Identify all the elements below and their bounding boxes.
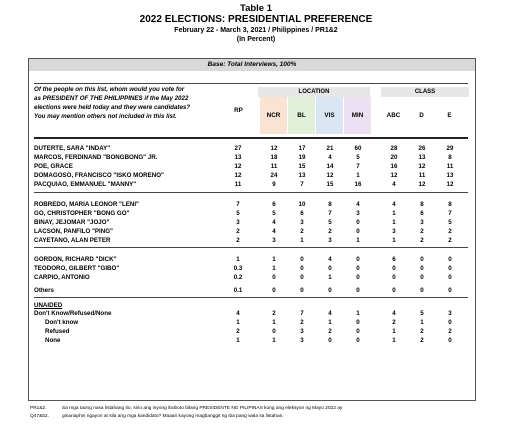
table-row [0, 327, 512, 336]
cell-ncr: 1 [272, 319, 276, 326]
col-header-vis: VIS [316, 97, 343, 134]
cell-vis: 4 [328, 310, 332, 317]
cell-vis: 0 [328, 265, 332, 272]
footnote-text: ginanaphin ngayon at sila ang mga kandidato? Maaari kayong magbanggit ng iba pang wala sa listahan. [62, 414, 284, 419]
cell-bl: 0 [300, 274, 304, 281]
cell-min: 0 [356, 287, 360, 294]
table-row [0, 227, 512, 236]
cell-e: 13 [446, 172, 454, 179]
cell-vis: 0 [328, 287, 332, 294]
row-label: Don't Know/Refused/None [34, 310, 112, 317]
cell-abc: 3 [392, 228, 396, 235]
table-row [0, 153, 512, 162]
cell-d: 2 [420, 237, 424, 244]
cell-d: 2 [420, 228, 424, 235]
cell-vis: 4 [328, 154, 332, 161]
cell-d: 6 [420, 210, 424, 217]
row-divider [34, 83, 468, 84]
col-header-e: E [447, 112, 452, 119]
cell-e: 12 [446, 181, 454, 188]
cell-min: 0 [356, 219, 360, 226]
cell-d: 5 [420, 310, 424, 317]
cell-rp: 1 [236, 256, 240, 263]
cell-bl: 17 [298, 145, 306, 152]
cell-min: 16 [354, 181, 362, 188]
table-title: 2022 ELECTIONS: PRESIDENTIAL PREFERENCE [139, 14, 373, 25]
cell-vis: 1 [328, 319, 332, 326]
cell-vis: 0 [328, 337, 332, 344]
table-number: Table 1 [239, 3, 273, 14]
cell-vis: 2 [328, 228, 332, 235]
cell-bl: 0 [300, 256, 304, 263]
table-row [0, 236, 512, 245]
table-row [0, 171, 512, 180]
cell-bl: 3 [300, 219, 304, 226]
unit-line: (In Percent) [236, 36, 276, 43]
table-row [0, 144, 512, 153]
row-label: POE, GRACE [34, 163, 73, 170]
table-row [0, 336, 512, 345]
cell-e: 7 [448, 210, 452, 217]
cell-d: 12 [418, 163, 426, 170]
cell-ncr: 12 [270, 145, 278, 152]
cell-vis: 15 [326, 181, 334, 188]
cell-d: 0 [420, 256, 424, 263]
cell-ncr: 6 [272, 201, 276, 208]
cell-min: 0 [356, 328, 360, 335]
cell-e: 0 [448, 274, 452, 281]
cell-d: 13 [418, 154, 426, 161]
cell-e: 2 [448, 237, 452, 244]
row-divider [34, 192, 468, 193]
table-row [0, 286, 512, 295]
cell-d: 12 [418, 181, 426, 188]
cell-bl: 2 [300, 319, 304, 326]
cell-vis: 12 [326, 172, 334, 179]
cell-bl: 10 [298, 201, 306, 208]
cell-e: 8 [448, 154, 452, 161]
cell-rp: 12 [234, 172, 242, 179]
cell-ncr: 9 [272, 181, 276, 188]
cell-rp: 0.1 [233, 287, 243, 294]
cell-rp: 2 [236, 237, 240, 244]
cell-ncr: 4 [272, 219, 276, 226]
cell-min: 0 [356, 274, 360, 281]
col-header-min: MIN [344, 97, 371, 134]
cell-vis: 5 [328, 219, 332, 226]
cell-d: 11 [418, 172, 426, 179]
question-line: Of the people on this list, whom would you vote for [34, 86, 185, 93]
row-label: BINAY, JEJOMAR "JOJO" [34, 219, 110, 226]
cell-min: 1 [356, 172, 360, 179]
cell-d: 26 [418, 145, 426, 152]
cell-d: 1 [420, 319, 424, 326]
row-label: PACQUIAO, EMMANUEL "MANNY" [34, 181, 137, 188]
cell-min: 5 [356, 154, 360, 161]
cell-rp: 1 [236, 319, 240, 326]
location-group-header: LOCATION [258, 87, 370, 97]
cell-e: 0 [448, 256, 452, 263]
cell-min: 1 [356, 237, 360, 244]
row-label: CARPIO, ANTONIO [34, 274, 90, 281]
cell-vis: 2 [328, 328, 332, 335]
row-label: GO, CHRISTOPHER "BONG GO" [34, 210, 130, 217]
row-label: Don't know [45, 319, 79, 326]
cell-e: 11 [446, 163, 454, 170]
cell-vis: 8 [328, 201, 332, 208]
col-header-abc: ABC [386, 112, 401, 119]
row-label: MARCOS, FERDINAND "BONGBONG" JR. [34, 154, 158, 161]
row-label: CAYETANO, ALAN PETER [34, 237, 111, 244]
cell-abc: 28 [390, 145, 398, 152]
cell-e: 8 [448, 201, 452, 208]
col-header-ncr: NCR [260, 97, 287, 134]
class-group-header: CLASS [381, 87, 469, 97]
cell-bl: 7 [300, 310, 304, 317]
cell-ncr: 3 [272, 237, 276, 244]
cell-abc: 1 [392, 210, 396, 217]
cell-e: 3 [448, 310, 452, 317]
cell-e: 0 [448, 265, 452, 272]
cell-min: 3 [356, 210, 360, 217]
cell-d: 0 [420, 265, 424, 272]
cell-abc: 12 [390, 172, 398, 179]
cell-rp: 0.2 [233, 274, 243, 281]
table-row [0, 318, 512, 327]
cell-e: 29 [446, 145, 454, 152]
cell-ncr: 0 [272, 287, 276, 294]
question-line: as PRESIDENT OF THE PHILIPPINES if the May 2022 [34, 95, 189, 102]
cell-abc: 0 [392, 287, 396, 294]
cell-min: 0 [356, 256, 360, 263]
row-label: UNAIDED [34, 302, 63, 309]
cell-bl: 13 [298, 172, 306, 179]
cell-min: 1 [356, 310, 360, 317]
cell-ncr: 1 [272, 265, 276, 272]
row-divider [34, 137, 468, 139]
cell-bl: 0 [300, 287, 304, 294]
cell-vis: 7 [328, 210, 332, 217]
row-divider [34, 247, 468, 248]
table-row [0, 309, 512, 318]
cell-d: 0 [420, 274, 424, 281]
footnote-code: PR1&2. [30, 406, 47, 411]
cell-rp: 2 [236, 328, 240, 335]
cell-rp: 7 [236, 201, 240, 208]
cell-bl: 0 [300, 265, 304, 272]
cell-bl: 3 [300, 328, 304, 335]
cell-bl: 19 [298, 154, 306, 161]
cell-vis: 14 [326, 163, 334, 170]
cell-rp: 4 [236, 310, 240, 317]
cell-abc: 6 [392, 256, 396, 263]
cell-bl: 3 [300, 337, 304, 344]
col-header-bl: BL [288, 97, 315, 134]
cell-d: 2 [420, 337, 424, 344]
cell-ncr: 1 [272, 337, 276, 344]
question-line: elections were held today and they were candidates? [34, 104, 191, 111]
survey-date-line: February 22 - March 3, 2021 / Philippines / PR1&2 [174, 27, 338, 34]
row-label: Others [34, 287, 54, 294]
cell-abc: 1 [392, 237, 396, 244]
cell-vis: 3 [328, 237, 332, 244]
cell-abc: 20 [390, 154, 398, 161]
row-label: DOMAGOSO, FRANCISCO "ISKO MORENO" [34, 172, 164, 179]
cell-bl: 7 [300, 181, 304, 188]
cell-min: 0 [356, 265, 360, 272]
cell-min: 0 [356, 228, 360, 235]
cell-ncr: 2 [272, 310, 276, 317]
col-header-d: D [419, 112, 424, 119]
table-row [0, 162, 512, 171]
cell-e: 2 [448, 328, 452, 335]
cell-e: 0 [448, 319, 452, 326]
cell-abc: 4 [392, 310, 396, 317]
cell-rp: 1 [236, 337, 240, 344]
cell-vis: 1 [328, 274, 332, 281]
row-label: Refused [45, 328, 70, 335]
cell-rp: 27 [234, 145, 242, 152]
cell-abc: 1 [392, 219, 396, 226]
row-label: None [45, 337, 61, 344]
table-row [0, 218, 512, 227]
cell-ncr: 24 [270, 172, 278, 179]
cell-d: 3 [420, 219, 424, 226]
table-row [0, 200, 512, 209]
cell-e: 0 [448, 287, 452, 294]
cell-min: 0 [356, 319, 360, 326]
cell-bl: 15 [298, 163, 306, 170]
table-row [0, 264, 512, 273]
cell-rp: 0.3 [233, 265, 243, 272]
cell-abc: 1 [392, 337, 396, 344]
cell-rp: 11 [234, 181, 242, 188]
table-row [0, 273, 512, 282]
cell-e: 0 [448, 337, 452, 344]
table-row [0, 180, 512, 189]
cell-d: 8 [420, 201, 424, 208]
cell-e: 5 [448, 219, 452, 226]
cell-ncr: 1 [272, 256, 276, 263]
cell-d: 2 [420, 328, 424, 335]
cell-rp: 2 [236, 228, 240, 235]
cell-bl: 6 [300, 210, 304, 217]
table-row [0, 209, 512, 218]
cell-min: 7 [356, 163, 360, 170]
cell-ncr: 0 [272, 274, 276, 281]
cell-abc: 0 [392, 274, 396, 281]
cell-rp: 3 [236, 219, 240, 226]
cell-vis: 4 [328, 256, 332, 263]
cell-rp: 12 [234, 163, 242, 170]
cell-ncr: 4 [272, 228, 276, 235]
table-row [0, 255, 512, 264]
cell-bl: 1 [300, 237, 304, 244]
cell-abc: 0 [392, 265, 396, 272]
cell-d: 0 [420, 287, 424, 294]
cell-abc: 4 [392, 181, 396, 188]
cell-min: 0 [356, 337, 360, 344]
cell-ncr: 5 [272, 210, 276, 217]
cell-ncr: 18 [270, 154, 278, 161]
cell-abc: 16 [390, 163, 398, 170]
cell-ncr: 11 [270, 163, 278, 170]
cell-bl: 2 [300, 228, 304, 235]
row-label: TEODORO, GILBERT "GIBO" [34, 265, 120, 272]
cell-abc: 2 [392, 319, 396, 326]
cell-rp: 13 [234, 154, 242, 161]
cell-abc: 4 [392, 201, 396, 208]
col-header-rp: RP [234, 107, 243, 114]
question-line: You may mention others not included in this list. [34, 113, 177, 120]
cell-min: 4 [356, 201, 360, 208]
base-label: Base: Total Interviews, 100% [207, 61, 297, 68]
row-label: DUTERTE, SARA "INDAY" [34, 145, 111, 152]
cell-vis: 21 [326, 145, 334, 152]
footnote-code: Q47&52. [30, 414, 49, 419]
cell-abc: 1 [392, 328, 396, 335]
cell-rp: 5 [236, 210, 240, 217]
cell-min: 60 [354, 145, 362, 152]
cell-e: 2 [448, 228, 452, 235]
row-label: ROBREDO, MARIA LEONOR "LENI" [34, 201, 139, 208]
footnote-text: Sa mga taong nasa listahang ito, sino ang inyong iboboto bilang PRESIDENTE NG PILIPINAS kung ang eleksyon ng Mayo 2022 ay [62, 406, 343, 411]
cell-ncr: 0 [272, 328, 276, 335]
row-label: LACSON, PANFILO "PING" [34, 228, 113, 235]
row-divider [34, 297, 468, 298]
row-label: GORDON, RICHARD "DICK" [34, 256, 117, 263]
